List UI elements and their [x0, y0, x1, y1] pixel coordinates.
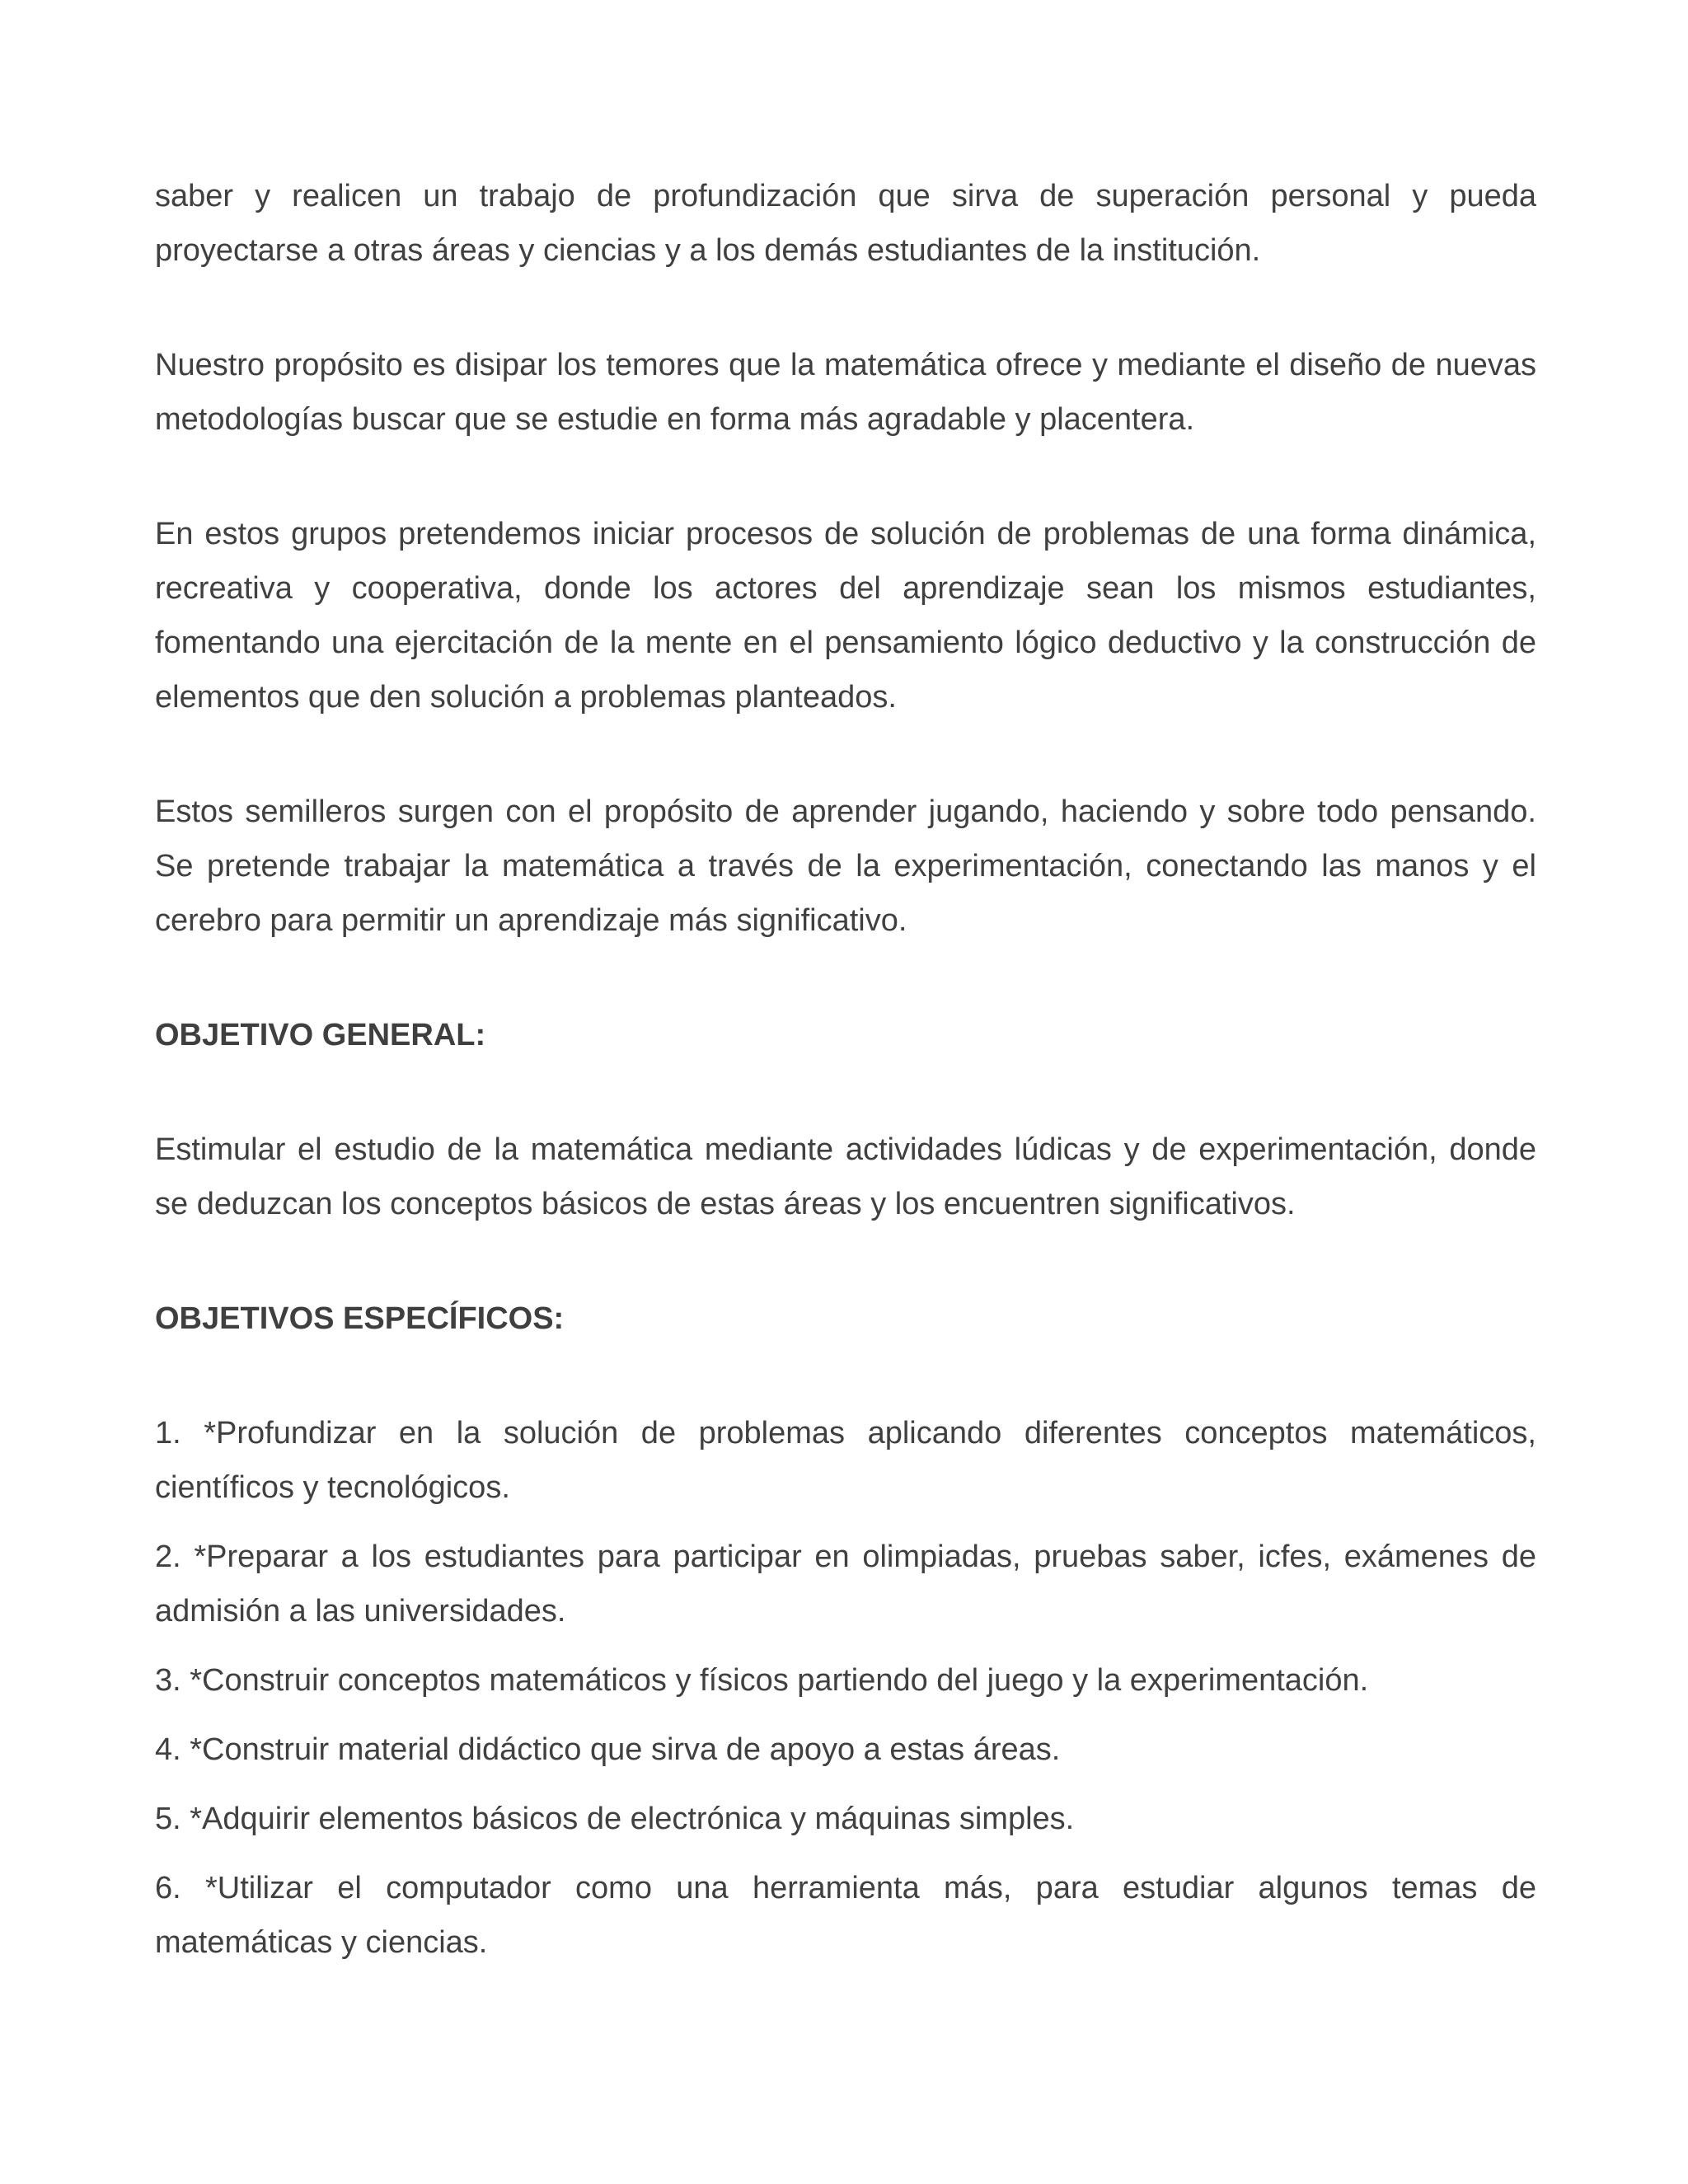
- paragraph-seedbeds: Estos semilleros surgen con el propósito de aprender jugando, haciendo y sobre todo pensando. Se pretende trabajar la matemática a través de la experimentación, conectando las manos y el cerebro para permitir un aprendizaje más significativo.: [155, 794, 1536, 938]
- heading-objetivo-general: OBJETIVO GENERAL:: [155, 1018, 486, 1052]
- heading-objetivos-especificos: OBJETIVOS ESPECÍFICOS:: [155, 1301, 565, 1336]
- list-item-objective-1: 1. *Profundizar en la solución de problemas aplicando diferentes conceptos matemáticos, científicos y tecnológicos.: [155, 1416, 1536, 1505]
- list-item-objective-6: 6. *Utilizar el computador como una herramienta más, para estudiar algunos temas de matemáticas y ciencias.: [155, 1871, 1536, 1960]
- paragraph-objetivo-general: Estimular el estudio de la matemática mediante actividades lúdicas y de experimentación, donde se deduzcan los conceptos básicos de estas áreas y los encuentren significativos.: [155, 1132, 1536, 1221]
- list-item-objective-4: 4. *Construir material didáctico que sirva de apoyo a estas áreas.: [155, 1732, 1061, 1767]
- paragraph-purpose: Nuestro propósito es disipar los temores que la matemática ofrece y mediante el diseño de nuevas metodologías buscar que se estudie en forma más agradable y placentera.: [155, 348, 1536, 437]
- list-item-objective-3: 3. *Construir conceptos matemáticos y físicos partiendo del juego y la experimentación.: [155, 1663, 1369, 1698]
- list-item-objective-2: 2. *Preparar a los estudiantes para participar en olimpiadas, pruebas saber, icfes, exámenes de admisión a las universidades.: [155, 1540, 1536, 1629]
- document-page: [155, 169, 1536, 1970]
- paragraph-groups: En estos grupos pretendemos iniciar procesos de solución de problemas de una forma dinámica, recreativa y cooperativa, donde los actores del aprendizaje sean los mismos estudiantes, fomentando una ejercitación de la mente en el pensamiento lógico deductivo y la construcción de elementos que den solución a problemas planteados.: [155, 517, 1536, 715]
- paragraph-intro-continuation: saber y realicen un trabajo de profundización que sirva de superación personal y pueda proyectarse a otras áreas y ciencias y a los demás estudiantes de la institución.: [155, 179, 1536, 268]
- list-item-objective-5: 5. *Adquirir elementos básicos de electrónica y máquinas simples.: [155, 1802, 1075, 1836]
- objectives-list: [155, 1406, 1536, 1970]
